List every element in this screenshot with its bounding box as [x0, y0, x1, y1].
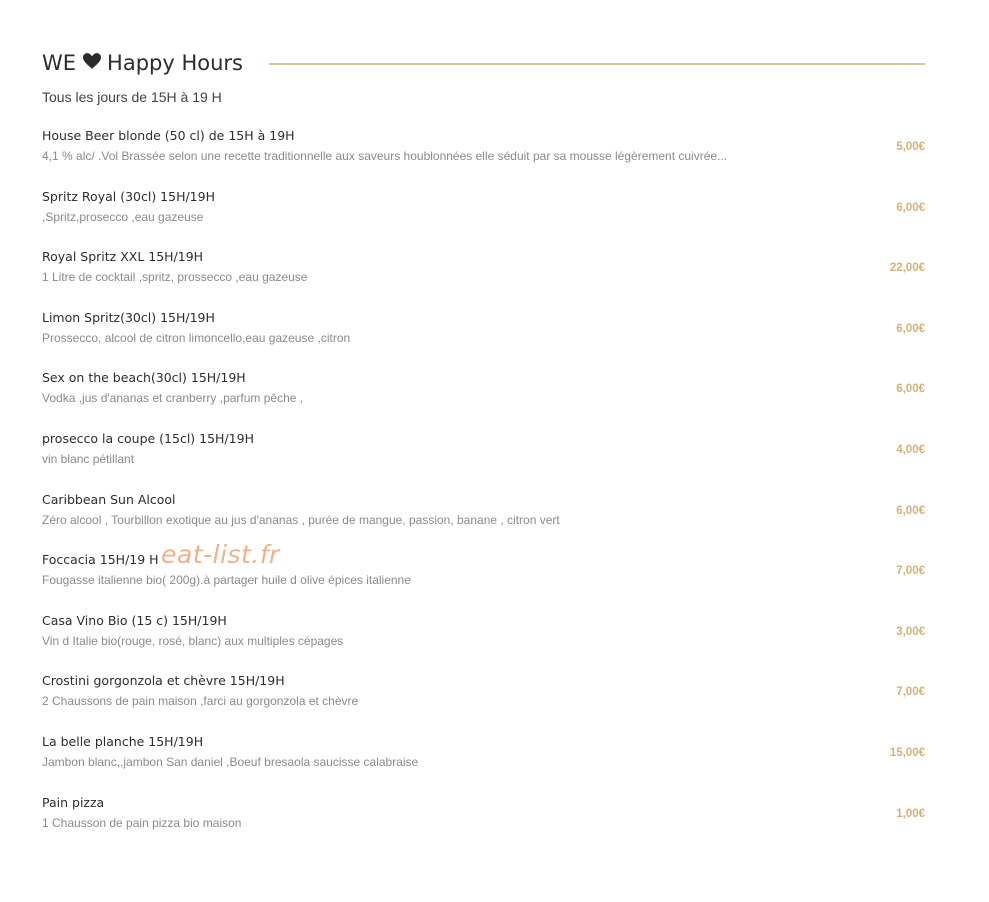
item-name: prosecco la coupe (15cl) 15H/19H — [42, 430, 254, 446]
menu-item[interactable] — [42, 426, 925, 487]
item-description: Fougasse italienne bio( 200g).à partager huile d olive épices italienne — [42, 573, 411, 588]
item-name: Spritz Royal (30cl) 15H/19H — [42, 188, 215, 204]
menu-item[interactable] — [42, 184, 925, 245]
item-description: Jambon blanc,,jambon San daniel ,Boeuf bresaola saucisse calabraise — [42, 754, 419, 769]
item-name: Caribbean Sun Alcool — [42, 491, 176, 507]
menu-item[interactable] — [42, 729, 925, 790]
menu-item[interactable] — [42, 608, 925, 669]
item-price: 5,00€ — [896, 141, 925, 153]
item-description: Prossecco, alcool de citron limoncello,eau gazeuse ,citron — [42, 330, 351, 345]
header-divider — [269, 63, 925, 65]
item-price: 15,00€ — [889, 746, 925, 759]
item-price: 22,00€ — [889, 262, 925, 275]
item-description: 1 Litre de cocktail ,spritz, prossecco ,eau gazeuse — [42, 270, 308, 285]
item-name: Sex on the beach(30cl) 15H/19H — [42, 370, 246, 386]
item-name: Crostini gorgonzola et chèvre 15H/19H — [42, 673, 285, 689]
heart-icon — [83, 53, 101, 73]
item-price: 3,00€ — [896, 625, 925, 638]
item-name: La belle planche 15H/19H — [42, 733, 204, 749]
section-subtitle: Tous les jours de 15H à 19 H — [42, 89, 222, 105]
menu-item[interactable] — [42, 668, 925, 729]
title-suffix: Happy Hours — [107, 51, 243, 75]
item-name: Foccacia 15H/19 H — [42, 552, 159, 568]
menu-items — [42, 123, 925, 850]
menu-item[interactable] — [42, 365, 925, 426]
item-price: 7,00€ — [896, 686, 925, 699]
item-name: Limon Spritz(30cl) 15H/19H — [42, 309, 215, 325]
item-description: 1 Chausson de pain pizza bio maison — [42, 815, 242, 830]
item-name: Pain pizza — [42, 794, 105, 810]
title-prefix: WE — [42, 51, 77, 75]
item-price: 6,00€ — [896, 504, 925, 517]
watermark: eat-list.fr — [161, 540, 280, 569]
item-price: 6,00€ — [896, 383, 925, 396]
item-price: 6,00€ — [896, 322, 925, 335]
item-name: House Beer blonde (50 cl) de 15H à 19H — [42, 128, 295, 143]
item-description: 4,1 % alc/ .Vol Brassée selon une recette traditionnelle aux saveurs houblonnées elle séduit par sa mousse légèrement cuivrée... — [42, 149, 728, 163]
happy-hours-menu — [42, 46, 925, 850]
section-header — [42, 46, 925, 80]
item-price: 6,00€ — [896, 201, 925, 214]
section-title — [42, 51, 243, 75]
menu-item[interactable] — [42, 123, 925, 184]
item-description: vin blanc pétillant — [42, 451, 135, 466]
item-description: Zéro alcool , Tourbillon exotique au jus d'ananas , purée de mangue, passion, banane , citron vert — [42, 512, 560, 527]
item-price: 4,00€ — [896, 443, 925, 456]
item-name: Casa Vino Bio (15 c) 15H/19H — [42, 612, 227, 628]
menu-item[interactable] — [42, 487, 925, 548]
item-description: Vodka ,jus d'ananas et cranberry ,parfum pêche , — [42, 391, 304, 406]
menu-item[interactable] — [42, 305, 925, 366]
item-description: ,Spritz,prosecco ,eau gazeuse — [42, 209, 204, 224]
menu-item[interactable] — [42, 790, 925, 851]
menu-item[interactable] — [42, 244, 925, 305]
item-name: Royal Spritz XXL 15H/19H — [42, 249, 204, 265]
item-price: 7,00€ — [896, 565, 925, 578]
item-description: Vin d Italie bio(rouge, rosé, blanc) aux multiples cépages — [42, 633, 344, 648]
item-price: 1,00€ — [896, 807, 925, 820]
item-description: 2 Chaussons de pain maison ,farci au gorgonzola et chèvre — [42, 694, 359, 709]
